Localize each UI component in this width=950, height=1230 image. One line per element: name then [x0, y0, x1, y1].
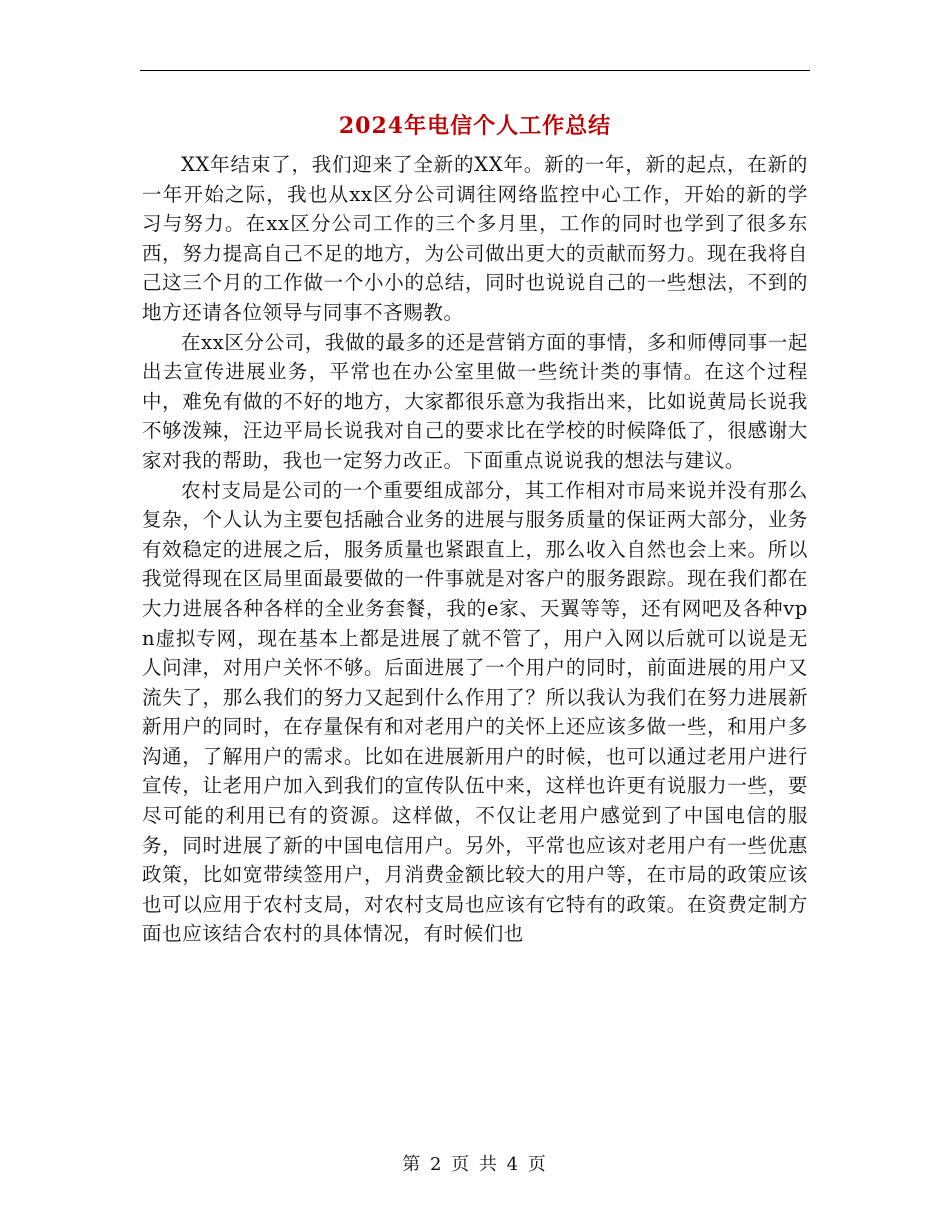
- paragraph-3: 农村支局是公司的一个重要组成部分，其工作相对市局来说并没有那么复杂，个人认为主要包括融合业务的进展与服务质量的保证两大部分，业务有效稳定的进展之后，服务质量也紧跟直上，那么收入自然也会上来。所以我觉得现在区局里面最要做的一件事就是对客户的服务跟踪。现在我们都在大力进展各种各样的全业务套餐，我的e家、天翼等等，还有网吧及各种vpn虚拟专网，现在基本上都是进展了就不管了，用户入网以后就可以说是无人问津，对用户关怀不够。后面进展了一个用户的同时，前面进展的用户又流失了，那么我们的努力又起到什么作用了？所以我认为我们在努力进展新新用户的同时，在存量保有和对老用户的关怀上还应该多做一些，和用户多沟通，了解用户的需求。比如在进展新用户的时候，也可以通过老用户进行宣传，让老用户加入到我们的宣传队伍中来，这样也许更有说服力一些，要尽可能的利用已有的资源。这样做，不仅让老用户感觉到了中国电信的服务，同时进展了新的中国电信用户。另外，平常也应该对老用户有一些优惠政策，比如宽带续签用户，月消费金额比较大的用户等，在市局的政策应该也可以应用于农村支局，对农村支局也应该有它特有的政策。在资费定制方面也应该结合农村的具体情况，有时候们也: [142, 478, 808, 946]
- header-rule: [140, 70, 810, 71]
- paragraph-2: 在xx区分公司，我做的最多的还是营销方面的事情，多和师傅同事一起出去宣传进展业务，平常也在办公室里做一些统计类的事情。在这个过程中，难免有做的不好的地方，大家都很乐意为我指出来，比如说黄局长说我不够泼辣，汪边平局长说我对自己的要求比在学校的时候降低了，很感谢大家对我的帮助，我也一定努力改正。下面重点说说我的想法与建议。: [142, 330, 808, 472]
- paragraph-1: XX年结束了，我们迎来了全新的XX年。新的一年，新的起点，在新的一年开始之际，我也从xx区分公司调往网络监控中心工作，开始的新的学习与努力。在xx区分公司工作的三个多月里，工作的同时也学到了很多东西，努力提高自己不足的地方，为公司做出更大的贡献而努力。现在我将自己这三个月的工作做一个小小的总结，同时也说说自己的一些想法，不到的地方还请各位领导与同事不吝赐教。: [142, 153, 808, 324]
- document-title: 2024年电信个人工作总结: [338, 113, 612, 139]
- document-body: [142, 150, 808, 949]
- page-number-footer: 第 2 页 共 4 页: [402, 1154, 548, 1175]
